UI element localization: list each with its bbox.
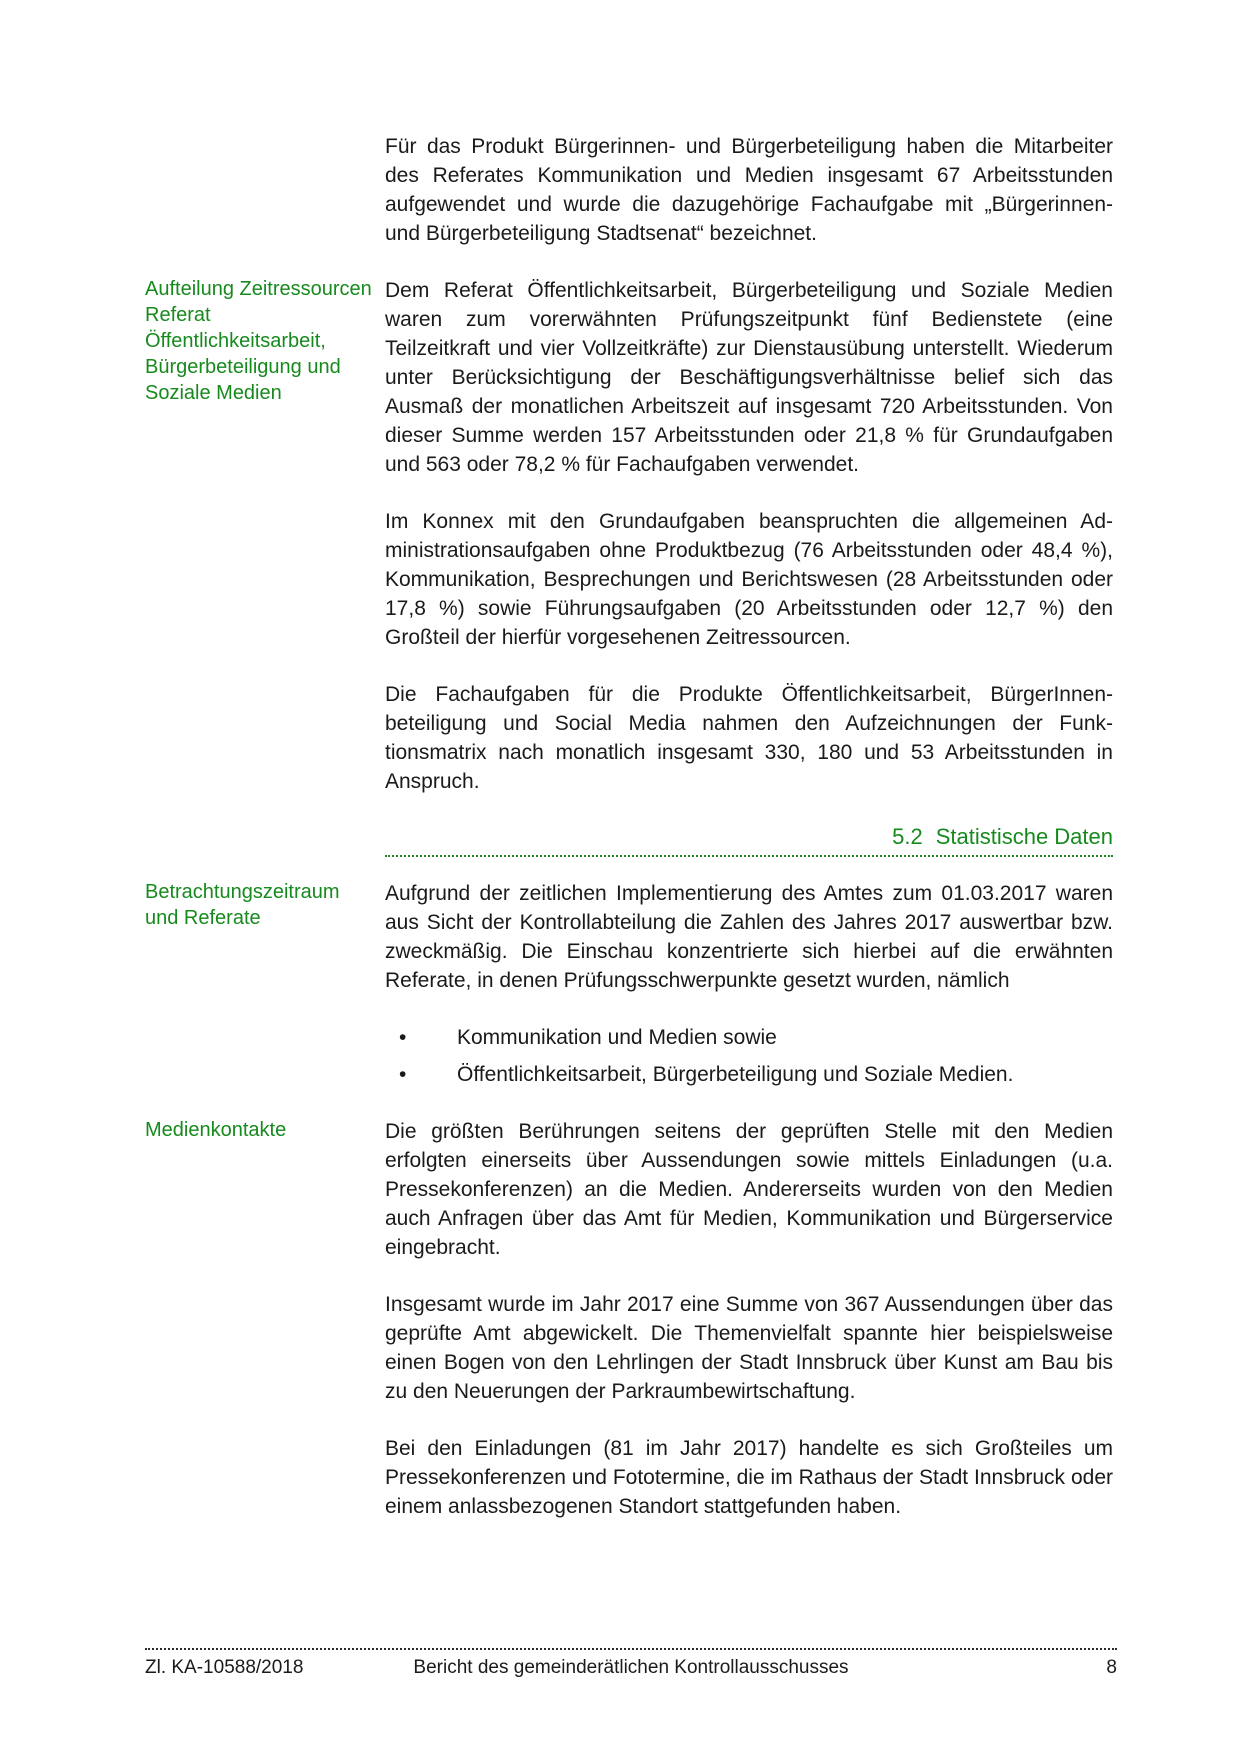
section-number: 5.2	[892, 824, 923, 849]
body-paragraph: Die größten Berührungen seitens der geprüften Stelle mit den Medien erfolgten einerseits über Aussendungen sowie mittels Einladungen (u.a. Pressekonferenzen) an die Medien. Andererseits wurden von den Medien auch Anfragen über das Amt für Medien, Kommunikation und Bürgerservice eingebracht.	[385, 1120, 1113, 1259]
paragraph-block	[145, 1434, 1113, 1521]
body-paragraph: Die Fachaufgaben für die Produkte Öffentlichkeitsarbeit, BürgerInnenbeteiligung und Social Media nahmen den Aufzeichnungen der Funktionsmatrix nach monatlich insgesamt 330, 180 und 53 Arbeitsstunden in Anspruch.	[385, 683, 1113, 793]
bullet-list	[385, 1023, 1113, 1089]
footer-reference: Zl. KA-10588/2018	[145, 1657, 304, 1678]
body-paragraph: Bei den Einladungen (81 im Jahr 2017) handelte es sich Großteiles um Pressekonferenzen und Fototermine, die im Rathaus der Stadt Innsbruck oder einem anlassbezogenen Standort stattgefunden haben.	[385, 1437, 1113, 1518]
list-item	[385, 1060, 1113, 1089]
report-content	[145, 132, 1113, 1549]
section-heading	[385, 824, 1113, 857]
page-footer	[145, 1648, 1117, 1679]
list-item	[385, 1023, 1113, 1052]
paragraph-block	[145, 680, 1113, 796]
bullet-text: Öffentlichkeitsarbeit, Bürgerbeteiligung und Soziale Medien.	[457, 1063, 1014, 1086]
body-paragraph: Aufgrund der zeitlichen Implementierung des Amtes zum 01.03.2017 waren aus Sicht der Kontrollabteilung die Zahlen des Jahres 2017 auswertbar bzw. zweckmäßig. Die Einschau konzentrierte sich hierbei auf die erwähnten Referate, in denen Prüfungsschwerpunkte gesetzt wurden, nämlich	[385, 882, 1113, 992]
body-paragraph: Für das Produkt Bürgerinnen- und Bürgerbeteiligung haben die Mitarbeiter des Referates Kommunikation und Medien insgesamt 67 Arbeitsstunden aufgewendet und wurde die dazugehörige Fachaufgabe mit „Bürgerinnen- und Bürgerbeteiligung Stadtsenat“ bezeichnet.	[385, 135, 1113, 245]
footer-title: Bericht des gemeinderätlichen Kontrollausschusses	[413, 1657, 849, 1678]
body-paragraph: Dem Referat Öffentlichkeitsarbeit, Bürgerbeteiligung und Soziale Medien waren zum vorerwähnten Prüfungszeitpunkt fünf Bedienstete (eine Teilzeitkraft und vier Vollzeitkräfte) zur Dienstausübung unterstellt. Wiederum unter Berücksichtigung der Beschäftigungsverhältnisse belief sich das Ausmaß der monatlichen Arbeitszeit auf insgesamt 720 Arbeitsstunden. Von dieser Summe werden 157 Arbeitsstunden oder 21,8 % für Grundaufgaben und 563 oder 78,2 % für Fachaufgaben verwendet.	[385, 279, 1113, 476]
paragraph-block	[145, 1290, 1113, 1406]
margin-label-betrachtungszeitraum: Betrachtungszeitraum und Referate	[145, 881, 340, 929]
footer-page-number: 8	[1106, 1657, 1117, 1678]
margin-label-zeitressourcen: Aufteilung Zeitressourcen Referat Öffentlichkeitsarbeit, Bürgerbeteiligung und Soziale Medien	[145, 278, 372, 404]
paragraph-block	[145, 507, 1113, 652]
section-title: Statistische Daten	[935, 824, 1113, 849]
footer-row	[145, 1657, 1117, 1679]
bullet-text: Kommunikation und Medien sowie	[457, 1026, 777, 1049]
bullet-icon: •	[399, 1026, 407, 1049]
paragraph-block	[145, 276, 1113, 479]
margin-label-medienkontakte: Medienkontakte	[145, 1119, 287, 1141]
bullet-icon: •	[399, 1063, 407, 1086]
body-paragraph: Insgesamt wurde im Jahr 2017 eine Summe von 367 Aussendungen über das geprüfte Amt abgewickelt. Die Themenvielfalt spannte hier beispielsweise einen Bogen von den Lehrlingen der Stadt Innsbruck über Kunst am Bau bis zu den Neuerungen der Parkraumbewirtschaftung.	[385, 1293, 1113, 1403]
paragraph-block	[145, 879, 1113, 995]
body-paragraph: Im Konnex mit den Grundaufgaben beanspruchten die allgemeinen Administrationsaufgaben ohne Produktbezug (76 Arbeitsstunden oder 48,4 %), Kommunikation, Besprechungen und Berichtswesen (28 Arbeitsstunden oder 17,8 %) sowie Führungsaufgaben (20 Arbeitsstunden oder 12,7 %) den Großteil der hierfür vorgesehenen Zeitressourcen.	[385, 510, 1113, 649]
paragraph-block	[145, 132, 1113, 248]
section-heading-wrap	[385, 824, 1113, 857]
paragraph-block	[145, 1117, 1113, 1262]
